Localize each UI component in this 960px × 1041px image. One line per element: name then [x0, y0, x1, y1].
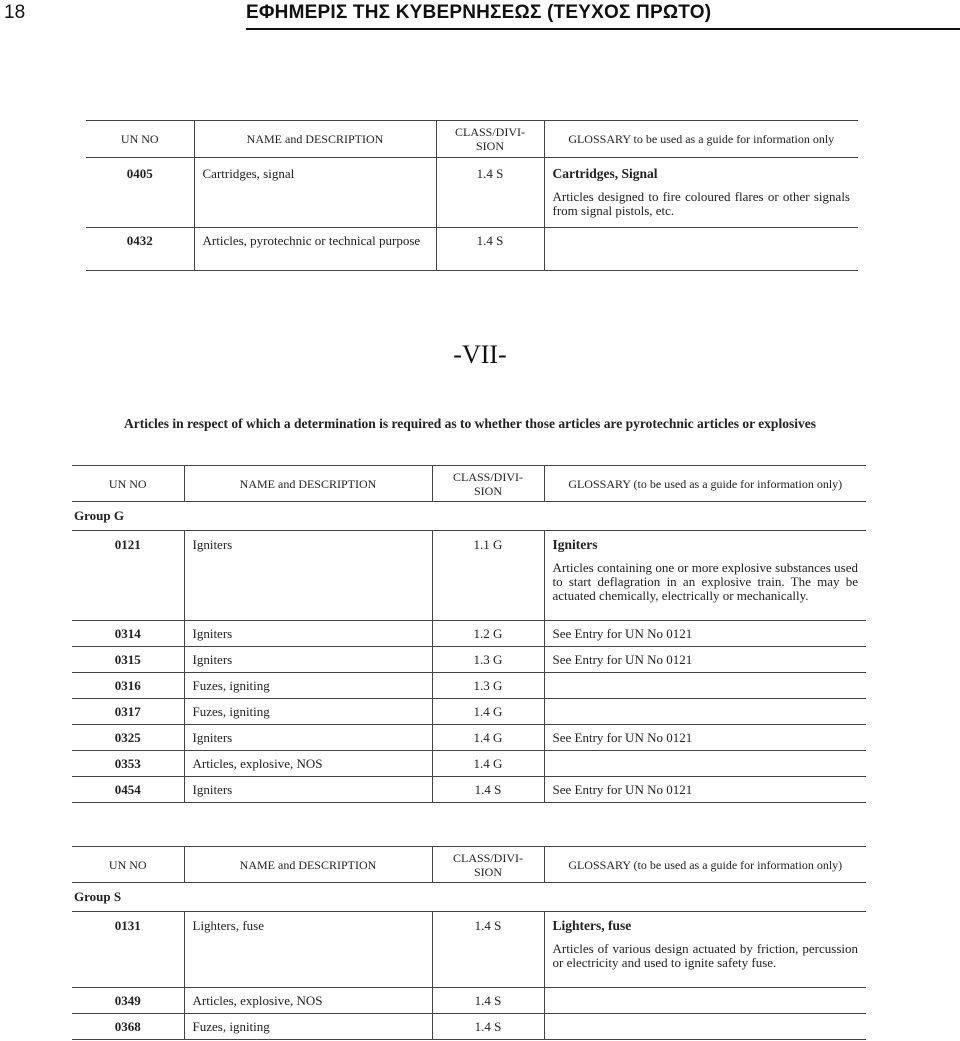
glossary-text: See Entry for UN No 0121	[544, 621, 866, 647]
class-division: 1.4 S	[432, 988, 544, 1014]
glossary-text	[544, 988, 866, 1014]
un-number: 0349	[72, 988, 184, 1014]
class-division: 1.4 G	[432, 699, 544, 725]
glossary-text: See Entry for UN No 0121	[544, 647, 866, 673]
col-header-class: CLASS/DIVI-SION	[432, 847, 544, 883]
glossary-text: Articles of various design actuated by friction, percussion or electricity and used to ignite safety fuse.	[552, 941, 858, 970]
class-division: 1.3 G	[432, 647, 544, 673]
glossary-cell	[544, 531, 866, 621]
glossary-cell	[544, 228, 858, 271]
header-rule	[246, 28, 960, 30]
section-numeral: -VII-	[453, 340, 507, 369]
col-header-glossary: GLOSSARY (to be used as a guide for information only)	[544, 847, 866, 883]
table-row	[86, 158, 858, 228]
un-number: 0315	[72, 647, 184, 673]
class-division: 1.2 G	[432, 621, 544, 647]
col-header-un: UN NO	[86, 121, 194, 158]
section-intro: Articles in respect of which a determination is required as to whether those articles are pyrotechnic articles or explosives	[124, 416, 816, 431]
col-header-un: UN NO	[72, 847, 184, 883]
class-division: 1.1 G	[432, 531, 544, 621]
glossary-heading: Lighters, fuse	[552, 918, 632, 933]
col-header-glossary: GLOSSARY to be used as a guide for information only	[544, 121, 858, 158]
glossary-text	[544, 751, 866, 777]
article-name: Fuzes, igniting	[184, 699, 432, 725]
group-label: Group S	[72, 883, 866, 912]
col-header-class: CLASS/DIVI-SION	[432, 466, 544, 502]
page-header	[0, 0, 960, 32]
table-row	[72, 912, 866, 988]
glossary-text	[544, 673, 866, 699]
table-header-row	[72, 847, 866, 883]
class-division: 1.4 G	[432, 751, 544, 777]
table-header-row	[86, 121, 858, 158]
col-header-name: NAME and DESCRIPTION	[194, 121, 436, 158]
glossary-heading: Cartridges, Signal	[552, 166, 658, 181]
class-division: 1.4 S	[432, 1014, 544, 1040]
table-row	[72, 725, 866, 751]
glossary-text	[544, 1014, 866, 1040]
table-row	[72, 531, 866, 621]
un-number: 0405	[86, 158, 194, 228]
un-number: 0325	[72, 725, 184, 751]
table-row	[86, 228, 858, 271]
article-name: Igniters	[184, 531, 432, 621]
un-number: 0353	[72, 751, 184, 777]
article-name: Igniters	[184, 647, 432, 673]
col-header-name: NAME and DESCRIPTION	[184, 847, 432, 883]
table-row	[72, 751, 866, 777]
article-name: Articles, pyrotechnic or technical purpose	[194, 228, 436, 271]
class-division: 1.4 S	[432, 777, 544, 803]
glossary-text: See Entry for UN No 0121	[544, 777, 866, 803]
table-header-row	[72, 466, 866, 502]
table-group-g	[72, 465, 866, 803]
table-row	[72, 988, 866, 1014]
un-number: 0121	[72, 531, 184, 621]
glossary-heading: Igniters	[552, 537, 598, 552]
glossary-cell	[544, 912, 866, 988]
article-name: Cartridges, signal	[194, 158, 436, 228]
un-number: 0454	[72, 777, 184, 803]
table-row	[72, 621, 866, 647]
article-name: Igniters	[184, 621, 432, 647]
table-row	[72, 673, 866, 699]
table-group-s	[72, 846, 866, 1040]
class-division: 1.4 S	[436, 158, 544, 228]
table-row	[72, 777, 866, 803]
col-header-glossary: GLOSSARY (to be used as a guide for information only)	[544, 466, 866, 502]
table-row	[72, 699, 866, 725]
class-division: 1.4 S	[436, 228, 544, 271]
un-number: 0317	[72, 699, 184, 725]
table-top	[86, 120, 858, 271]
class-division: 1.3 G	[432, 673, 544, 699]
article-name: Igniters	[184, 777, 432, 803]
glossary-cell	[544, 158, 858, 228]
group-label: Group G	[72, 502, 866, 531]
article-name: Igniters	[184, 725, 432, 751]
glossary-text	[544, 699, 866, 725]
group-row	[72, 502, 866, 531]
gazette-title: ΕΦΗΜΕΡΙΣ ΤΗΣ ΚΥΒΕΡΝΗΣΕΩΣ (ΤΕΥΧΟΣ ΠΡΩΤΟ)	[246, 2, 712, 23]
glossary-text: See Entry for UN No 0121	[544, 725, 866, 751]
class-division: 1.4 G	[432, 725, 544, 751]
page-number: 18	[4, 2, 26, 23]
col-header-class: CLASS/DIVI-SION	[436, 121, 544, 158]
col-header-un: UN NO	[72, 466, 184, 502]
group-row	[72, 883, 866, 912]
glossary-text: Articles containing one or more explosive substances used to start deflagration in an explosive train. The may be actuated chemically, electrically or mechanically.	[552, 560, 858, 603]
article-name: Lighters, fuse	[184, 912, 432, 988]
un-number: 0316	[72, 673, 184, 699]
un-number: 0368	[72, 1014, 184, 1040]
article-name: Fuzes, igniting	[184, 1014, 432, 1040]
table-row	[72, 647, 866, 673]
un-number: 0314	[72, 621, 184, 647]
class-division: 1.4 S	[432, 912, 544, 988]
article-name: Articles, explosive, NOS	[184, 988, 432, 1014]
col-header-name: NAME and DESCRIPTION	[184, 466, 432, 502]
table-row	[72, 1014, 866, 1040]
article-name: Fuzes, igniting	[184, 673, 432, 699]
glossary-text: Articles designed to fire coloured flares or other signals from signal pistols, etc.	[552, 189, 850, 218]
un-number: 0131	[72, 912, 184, 988]
un-number: 0432	[86, 228, 194, 271]
article-name: Articles, explosive, NOS	[184, 751, 432, 777]
